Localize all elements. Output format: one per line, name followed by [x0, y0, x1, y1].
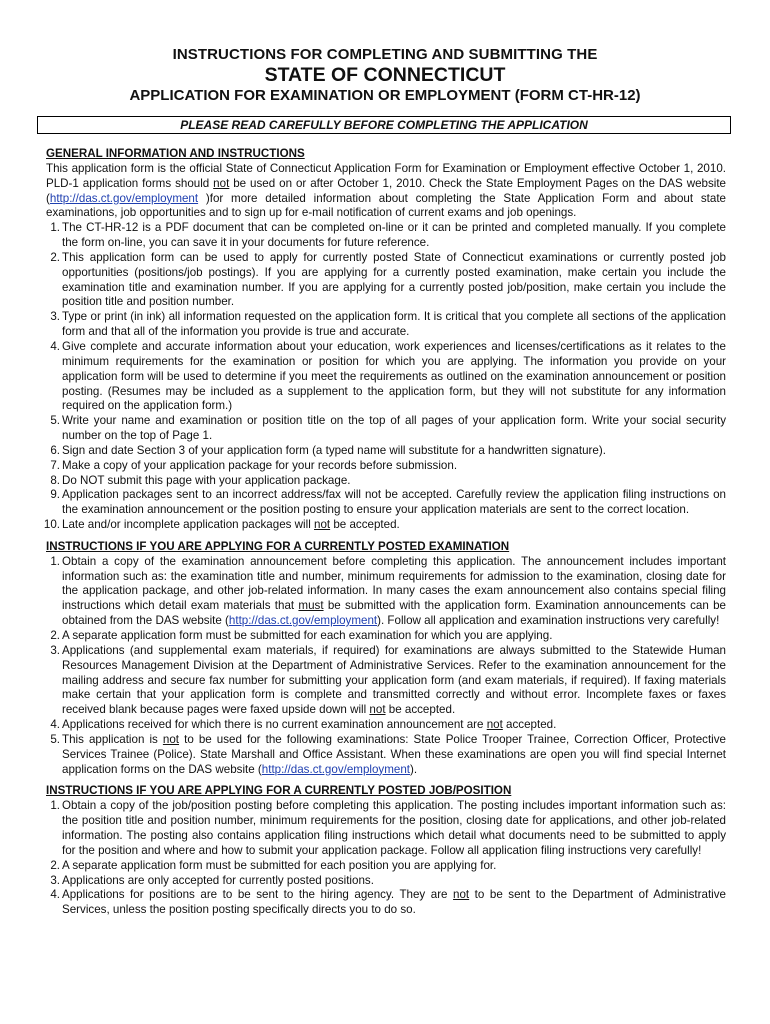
exam-heading: INSTRUCTIONS IF YOU ARE APPLYING FOR A CURRENTLY POSTED EXAMINATION: [46, 539, 510, 553]
list-item: [46, 555, 726, 629]
item-number: 8.: [50, 473, 60, 487]
read-carefully-banner: PLEASE READ CAREFULLY BEFORE COMPLETING THE APPLICATION: [37, 116, 731, 134]
list-item: [46, 474, 726, 489]
list-item: [43, 518, 726, 533]
list-item: [46, 888, 726, 918]
list-item: [46, 859, 726, 874]
list-item: [46, 733, 726, 778]
item-number: 9.: [50, 488, 60, 502]
das-employment-link[interactable]: http://das.ct.gov/employment: [261, 762, 410, 776]
item-text: Obtain a copy of the job/position posting before completing this application. The posting includes important information such as: the position title and position number, minimum requirements for the position, closing date for applications, and other job-related information. The posting also contains application filing instructions which detail what documents need to be submitted to apply for the position and where and how to submit your application package. Follow all application filing instructions very carefully!: [62, 799, 726, 857]
title-line-3: APPLICATION FOR EXAMINATION OR EMPLOYMENT (FORM CT-HR-12): [129, 87, 641, 104]
list-item: [46, 644, 726, 718]
title-line-2: STATE OF CONNECTICUT: [264, 64, 506, 86]
item-number: 1.: [50, 221, 60, 235]
list-item: [46, 414, 726, 444]
das-employment-link[interactable]: http://das.ct.gov/employment: [228, 614, 378, 628]
title-line-1: INSTRUCTIONS FOR COMPLETING AND SUBMITTING THE: [172, 46, 598, 63]
item-text: accepted.: [502, 718, 557, 732]
item-emphasis: not: [486, 718, 503, 732]
item-number: 4.: [50, 718, 60, 732]
item-emphasis: must: [298, 599, 324, 613]
list-item: [46, 310, 726, 340]
list-item: [46, 799, 726, 858]
general-list: [43, 221, 726, 533]
item-text: be accepted.: [330, 518, 400, 532]
item-text: Applications are only accepted for currently posted positions.: [62, 873, 374, 887]
item-text: Applications received for which there is no current examination announcement are: [62, 718, 487, 732]
item-emphasis: not: [314, 518, 331, 532]
job-list: [46, 799, 726, 918]
general-intro: [46, 162, 726, 221]
list-item: [46, 629, 726, 644]
item-number: 3.: [50, 310, 60, 324]
item-text: Applications for positions are to be sent to the hiring agency. They are: [62, 888, 454, 902]
item-number: 2.: [50, 250, 60, 264]
list-item: [46, 459, 726, 474]
item-text: Write your name and examination or position title on the top of all pages of your application form. Write your social security number on the top of Page 1.: [62, 414, 726, 443]
intro-not: not: [213, 176, 230, 190]
list-item: [46, 251, 726, 310]
item-emphasis: not: [162, 732, 180, 746]
item-text: This application form can be used to apply for currently posted State of Connecticut examinations or currently posted job opportunities (positions/job postings). If you are applying for a currently posted examination, make certain you include the examination title and examination number. If you are applying for a currently posted job/position, make certain you include the position title and position number.: [62, 250, 726, 309]
list-item: [46, 444, 726, 459]
intro-text-a: This application form is the official State of Connecticut Application Form for Examination or Employment effective October 1, 2010. PLD-1 application forms should: [46, 161, 726, 190]
item-text: Make a copy of your application package for your records before submission.: [62, 458, 458, 472]
general-heading: GENERAL INFORMATION AND INSTRUCTIONS: [46, 147, 305, 160]
item-text: Obtain a copy of the examination announcement before completing this application. The announcement includes important information such as: the examination title and number, minimum requirements for admission to the examination, closing date for the application package, and other job-related information. In many cases the exam announcement also contains special filing instructions which detail exam materials that: [62, 554, 726, 613]
item-text: This application is: [62, 732, 163, 746]
item-number: 4.: [50, 339, 60, 353]
item-number: 7.: [50, 458, 60, 472]
job-heading: INSTRUCTIONS IF YOU ARE APPLYING FOR A CURRENTLY POSTED JOB/POSITION: [46, 784, 512, 798]
item-text: to be used for the following examinations: State Police Trooper Trainee, Correction Officer, Protective Services Trainee (Police). State Marshall and Office Assistant. When these examinations are open you will find special Internet application forms on the DAS website (: [62, 732, 726, 776]
item-number: 4.: [50, 888, 60, 902]
das-employment-link[interactable]: http://das.ct.gov/employment: [49, 191, 199, 205]
item-text: ). Follow all application and examination instructions very carefully!: [377, 614, 720, 628]
item-text: Give complete and accurate information about your education, work experiences and licenses/certifications as it relates to the minimum requirements for the examination or position for which you are applying. The information you provide on your application form will be used to determine if you meet the requirements as outlined on the examination announcement or position posting. (Resumes may be included as a supplement to the application form, but they will not substitute for any information required on the application form.): [62, 339, 726, 413]
item-text: be submitted with the application form. Examination announcements can be obtained from the DAS website (: [62, 599, 727, 628]
item-text: Application packages sent to an incorrect address/fax will not be accepted. Carefully review the application filing instructions on the examination announcement or the position posting to ensure your application materials are sent to the correct location.: [62, 488, 726, 517]
exam-list: [46, 555, 726, 778]
item-text: The CT-HR-12 is a PDF document that can be completed on-line or it can be printed and completed manually. If you complete the form on-line, you can save it in your documents for future reference.: [62, 221, 726, 250]
item-text: A separate application form must be submitted for each position you are applying for.: [62, 858, 497, 872]
list-item: [46, 718, 726, 733]
item-number: 10.: [43, 518, 60, 532]
item-number: 2.: [50, 629, 60, 642]
item-number: 3.: [50, 873, 60, 887]
intro-text-c: )for more detailed information about completing the State Application Form and about state examinations, job opportunities and to sign up for e-mail notification of current exams and job openings.: [46, 191, 726, 220]
item-number: 6.: [50, 443, 60, 457]
item-text: Late and/or incomplete application packages will: [62, 518, 314, 532]
item-number: 5.: [50, 414, 60, 428]
intro-text-b: be used on or after October 1, 2010. Check the State Employment Pages on the DAS website (: [46, 176, 727, 205]
item-text: ).: [410, 762, 418, 776]
item-number: 1.: [50, 799, 60, 813]
item-text: Type or print (in ink) all information requested on the application form. It is critical that you complete all sections of the application form and that all of the information you provide is true and accurate.: [62, 310, 726, 339]
item-emphasis: not: [369, 703, 386, 717]
item-number: 1.: [50, 554, 60, 568]
item-number: 2.: [50, 858, 60, 872]
item-emphasis: not: [453, 888, 470, 902]
item-text: to be sent to the Department of Administrative Services, unless the position posting specifically directs you to do so.: [62, 888, 726, 917]
list-item: [46, 221, 726, 251]
item-text: Do NOT submit this page with your application package.: [62, 473, 351, 487]
list-item: [46, 488, 726, 518]
item-number: 3.: [50, 643, 60, 657]
item-number: 5.: [50, 732, 60, 746]
list-item: [46, 874, 726, 889]
list-item: [46, 340, 726, 414]
document-body: [43, 147, 727, 918]
item-text: be accepted.: [385, 703, 456, 717]
item-text: A separate application form must be submitted for each examination for which you are applying.: [62, 629, 553, 642]
item-text: Applications (and supplemental exam materials, if required) for examinations are always submitted to the Statewide Human Resources Management Division at the Department of Administrative Services. Refer to the examination announcement for the mailing address and secure fax number for submitting your application form (and exam materials, if required). If faxing materials make certain that your application form is complete and transmitted correctly and without error. Incomplete faxes or faxes received blank because pages were faxed upside down will: [62, 643, 726, 717]
item-text: Sign and date Section 3 of your application form (a typed name will substitute for a handwritten signature).: [62, 443, 606, 457]
